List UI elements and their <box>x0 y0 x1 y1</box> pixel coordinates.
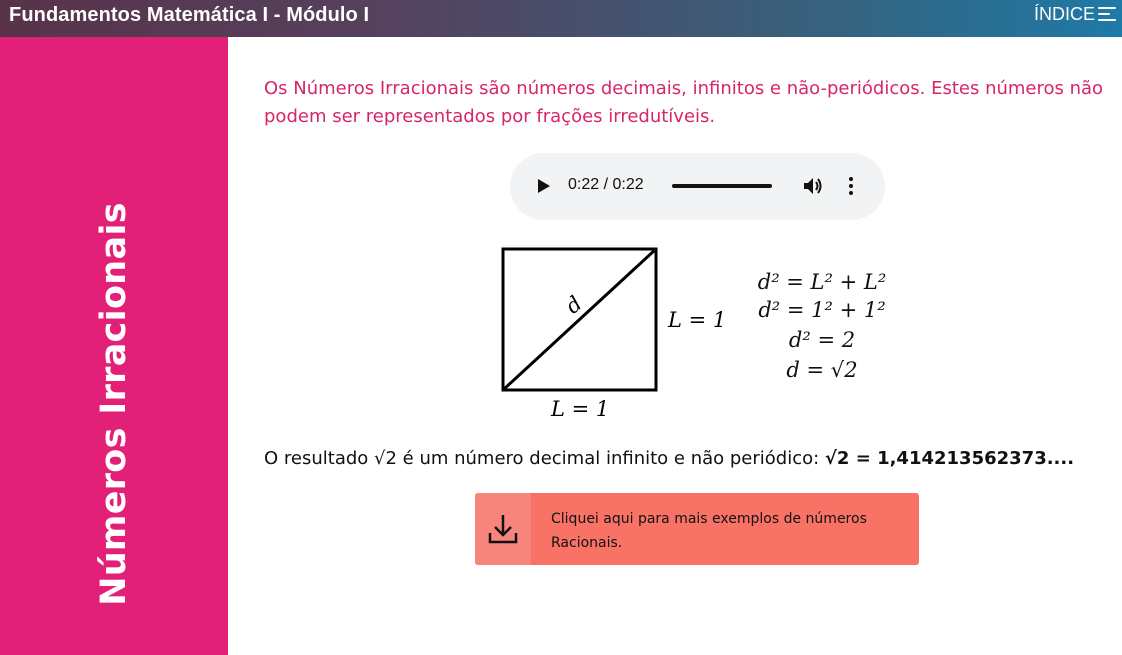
index-label: ÍNDICE <box>1033 4 1095 24</box>
index-menu-button[interactable] <box>1034 4 1118 24</box>
intro-paragraph: Os Números Irracionais são números decimais, infinitos e não-periódicos. Estes números não podem ser representados por frações irredutíveis. <box>264 78 1104 127</box>
result-text: O resultado √2 é um número decimal infinito e não periódico: <box>264 448 820 469</box>
bottom-label: L = 1 <box>551 397 610 421</box>
equation-2: d² = 1² + 1² <box>758 298 886 322</box>
square-shape <box>495 240 665 400</box>
download-icon-box <box>475 493 531 565</box>
play-icon[interactable] <box>538 179 550 193</box>
square-diagram <box>495 240 905 430</box>
equations <box>732 270 912 390</box>
side-label: L = 1 <box>668 308 727 332</box>
equation-1: d² = L² + L² <box>757 270 887 294</box>
audio-progress-bar[interactable] <box>672 184 772 188</box>
volume-icon[interactable] <box>802 176 824 196</box>
audio-time: 0:22 / 0:22 <box>568 176 644 193</box>
more-options-icon[interactable] <box>846 175 856 197</box>
download-text: Cliquei aqui para mais exemplos de números Racionais. <box>551 511 867 551</box>
equation-3: d² = 2 <box>788 328 856 352</box>
result-value: √2 = 1,414213562373.... <box>824 448 1075 469</box>
top-bar <box>0 0 1122 37</box>
diagonal-label: d <box>560 291 587 319</box>
more-examples-download-button[interactable] <box>475 493 919 565</box>
download-icon <box>475 493 531 565</box>
result-line <box>264 448 1074 469</box>
equation-4: d = √2 <box>786 358 858 382</box>
course-title: Fundamentos Matemática I - Módulo I <box>9 4 370 26</box>
section-title: Números Irracionais <box>94 202 134 606</box>
menu-icon <box>1098 5 1118 23</box>
audio-player[interactable] <box>510 153 885 220</box>
sidebar <box>0 37 228 655</box>
